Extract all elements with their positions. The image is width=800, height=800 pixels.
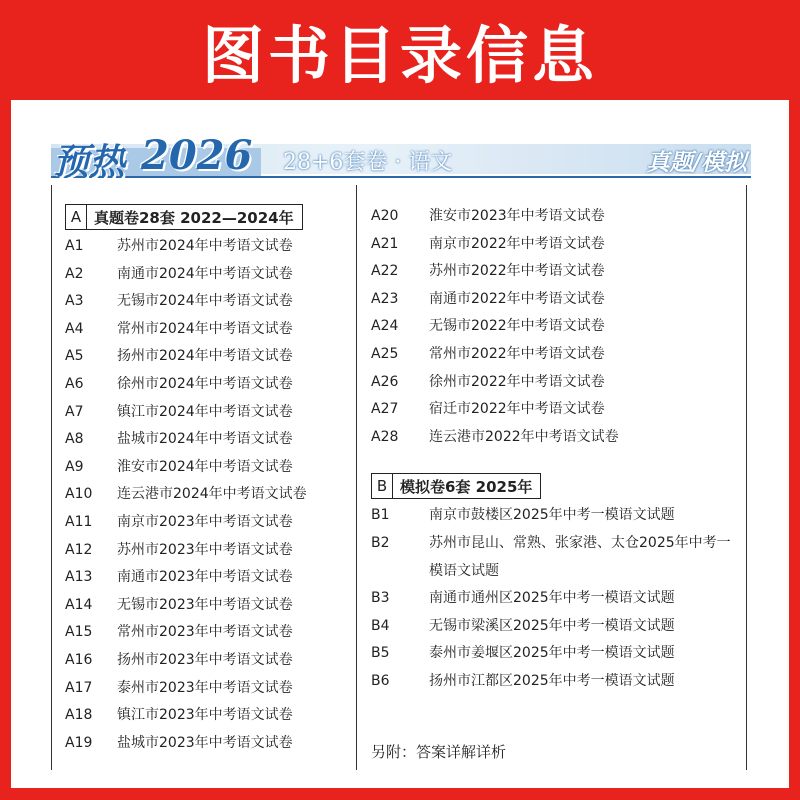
catalog-entry (371, 585, 741, 613)
entry-code: A4 (65, 320, 84, 337)
entry-title: 南通市2022年中考语文试卷 (429, 290, 605, 307)
entry-title: 南京市鼓楼区2025年中考一模语文试题 (429, 507, 675, 524)
entry-title: 徐州市2024年中考语文试卷 (117, 375, 293, 392)
catalog-entry (65, 288, 345, 316)
entry-code: B3 (371, 590, 390, 607)
entry-title: 淮安市2024年中考语文试卷 (117, 458, 293, 475)
title-banner (0, 0, 800, 100)
entry-code: A5 (65, 348, 84, 365)
catalog-entry (65, 371, 345, 399)
section-a-list-left (65, 233, 345, 757)
entry-title: 常州市2022年中考语文试卷 (429, 345, 605, 362)
entry-code: B2 (371, 534, 390, 551)
brand-name: 预热 (53, 141, 126, 183)
catalog-entry (65, 619, 345, 647)
entry-code: A20 (371, 208, 399, 224)
frame-left-rule (51, 185, 52, 770)
entry-title: 南京市2022年中考语文试卷 (429, 235, 605, 252)
entry-title: 苏州市昆山、常熟、张家港、太仓2025年中考一模语文试题 (429, 534, 731, 579)
section-b-letter: B (372, 474, 393, 498)
entry-code: A3 (65, 293, 84, 310)
catalog-entry (65, 675, 345, 703)
entry-code: A12 (65, 541, 93, 558)
entry-title: 连云港市2024年中考语文试卷 (117, 486, 307, 503)
entry-code: A18 (65, 707, 93, 724)
entry-title: 盐城市2024年中考语文试卷 (117, 431, 293, 448)
entry-title: 南京市2023年中考语文试卷 (117, 513, 293, 530)
entry-title: 苏州市2024年中考语文试卷 (117, 238, 293, 254)
entry-code: A23 (371, 290, 399, 307)
entry-title: 无锡市2022年中考语文试卷 (429, 318, 605, 335)
entry-code: A16 (65, 651, 93, 668)
catalog-entry (371, 231, 741, 259)
section-a-letter: A (66, 205, 87, 229)
section-b-title: 模拟卷6套 2025年 (400, 477, 533, 496)
catalog-page (11, 100, 789, 788)
catalog-entry (371, 424, 741, 452)
entry-code: A7 (65, 403, 84, 420)
entry-title: 宿迁市2022年中考语文试卷 (429, 401, 605, 418)
catalog-entry (65, 233, 345, 261)
catalog-entry (65, 564, 345, 592)
section-b-list (371, 502, 741, 695)
entry-code: A11 (65, 513, 93, 530)
catalog-entry (371, 668, 741, 696)
entry-code: A9 (65, 458, 84, 475)
entry-title: 常州市2023年中考语文试卷 (117, 624, 293, 641)
catalog-entry (65, 343, 345, 371)
entry-code: A24 (371, 318, 399, 335)
section-a-header (65, 204, 303, 230)
entry-title: 南通市通州区2025年中考一模语文试题 (429, 590, 675, 607)
frame-right-rule (746, 185, 747, 770)
left-column (65, 204, 345, 757)
entry-code: A13 (65, 569, 93, 586)
catalog-entry (371, 286, 741, 314)
entry-title: 徐州市2022年中考语文试卷 (429, 373, 605, 390)
right-column (371, 203, 741, 696)
catalog-entry (65, 316, 345, 344)
entry-title: 无锡市梁溪区2025年中考一模语文试题 (429, 617, 675, 634)
entry-code: A22 (371, 263, 399, 280)
column-divider (356, 185, 357, 770)
catalog-entry (65, 592, 345, 620)
entry-code: A15 (65, 624, 93, 641)
entry-code: A17 (65, 679, 93, 696)
catalog-entry (371, 341, 741, 369)
entry-code: A21 (371, 235, 399, 252)
entry-title: 扬州市江都区2025年中考一模语文试题 (429, 672, 675, 689)
catalog-header (51, 132, 751, 183)
entry-code: A25 (371, 345, 399, 362)
header-type-label: 真题/模拟 (646, 149, 747, 176)
header-subtitle: 28+6套卷 · 语文 (283, 150, 453, 175)
catalog-entry (371, 203, 741, 231)
catalog-entry (371, 640, 741, 668)
catalog-entry (65, 647, 345, 675)
entry-title: 苏州市2022年中考语文试卷 (429, 263, 605, 280)
section-b-header (371, 473, 541, 499)
entry-title: 无锡市2023年中考语文试卷 (117, 596, 293, 613)
catalog-entry (371, 502, 741, 530)
entry-code: A1 (65, 238, 84, 254)
catalog-entry (65, 702, 345, 730)
entry-title: 南通市2023年中考语文试卷 (117, 569, 293, 586)
entry-code: A14 (65, 596, 93, 613)
catalog-entry (65, 509, 345, 537)
catalog-entry (65, 261, 345, 289)
entry-title: 常州市2024年中考语文试卷 (117, 320, 293, 337)
catalog-entry (371, 313, 741, 341)
entry-code: A10 (65, 486, 93, 503)
catalog-entry (65, 730, 345, 758)
entry-code: A8 (65, 431, 84, 448)
catalog-entry (371, 258, 741, 286)
banner-title: 图书目录信息 (201, 18, 598, 92)
catalog-entry (65, 399, 345, 427)
appendix-note: 另附：答案详解详析 (371, 743, 507, 761)
entry-title: 镇江市2023年中考语文试卷 (117, 707, 293, 724)
entry-title: 泰州市姜堰区2025年中考一模语文试题 (429, 645, 675, 662)
catalog-entry (371, 369, 741, 397)
entry-code: A26 (371, 373, 399, 390)
entry-code: B1 (371, 507, 390, 524)
catalog-entry (371, 396, 741, 424)
entry-title: 泰州市2023年中考语文试卷 (117, 679, 293, 696)
section-a-list-right (371, 203, 741, 451)
catalog-entry (371, 613, 741, 641)
section-a-title: 真题卷28套 2022—2024年 (94, 208, 294, 227)
entry-code: A2 (65, 265, 84, 282)
entry-code: A6 (65, 375, 84, 392)
catalog-entry (371, 530, 741, 585)
catalog-entry (65, 481, 345, 509)
entry-title: 苏州市2023年中考语文试卷 (117, 541, 293, 558)
brand-year: 2026 (141, 132, 253, 179)
entry-code: B6 (371, 672, 390, 689)
entry-code: B5 (371, 645, 390, 662)
entry-title: 扬州市2023年中考语文试卷 (117, 651, 293, 668)
entry-title: 无锡市2024年中考语文试卷 (117, 293, 293, 310)
catalog-entry (65, 426, 345, 454)
entry-title: 盐城市2023年中考语文试卷 (117, 734, 293, 751)
entry-code: A28 (371, 428, 399, 445)
entry-title: 南通市2024年中考语文试卷 (117, 265, 293, 282)
entry-title: 连云港市2022年中考语文试卷 (429, 428, 619, 445)
catalog-entry (65, 537, 345, 565)
entry-code: A19 (65, 734, 93, 751)
entry-code: A27 (371, 401, 399, 418)
entry-code: B4 (371, 617, 390, 634)
entry-title: 淮安市2023年中考语文试卷 (429, 208, 605, 224)
entry-title: 扬州市2024年中考语文试卷 (117, 348, 293, 365)
entry-title: 镇江市2024年中考语文试卷 (117, 403, 293, 420)
catalog-entry (65, 454, 345, 482)
